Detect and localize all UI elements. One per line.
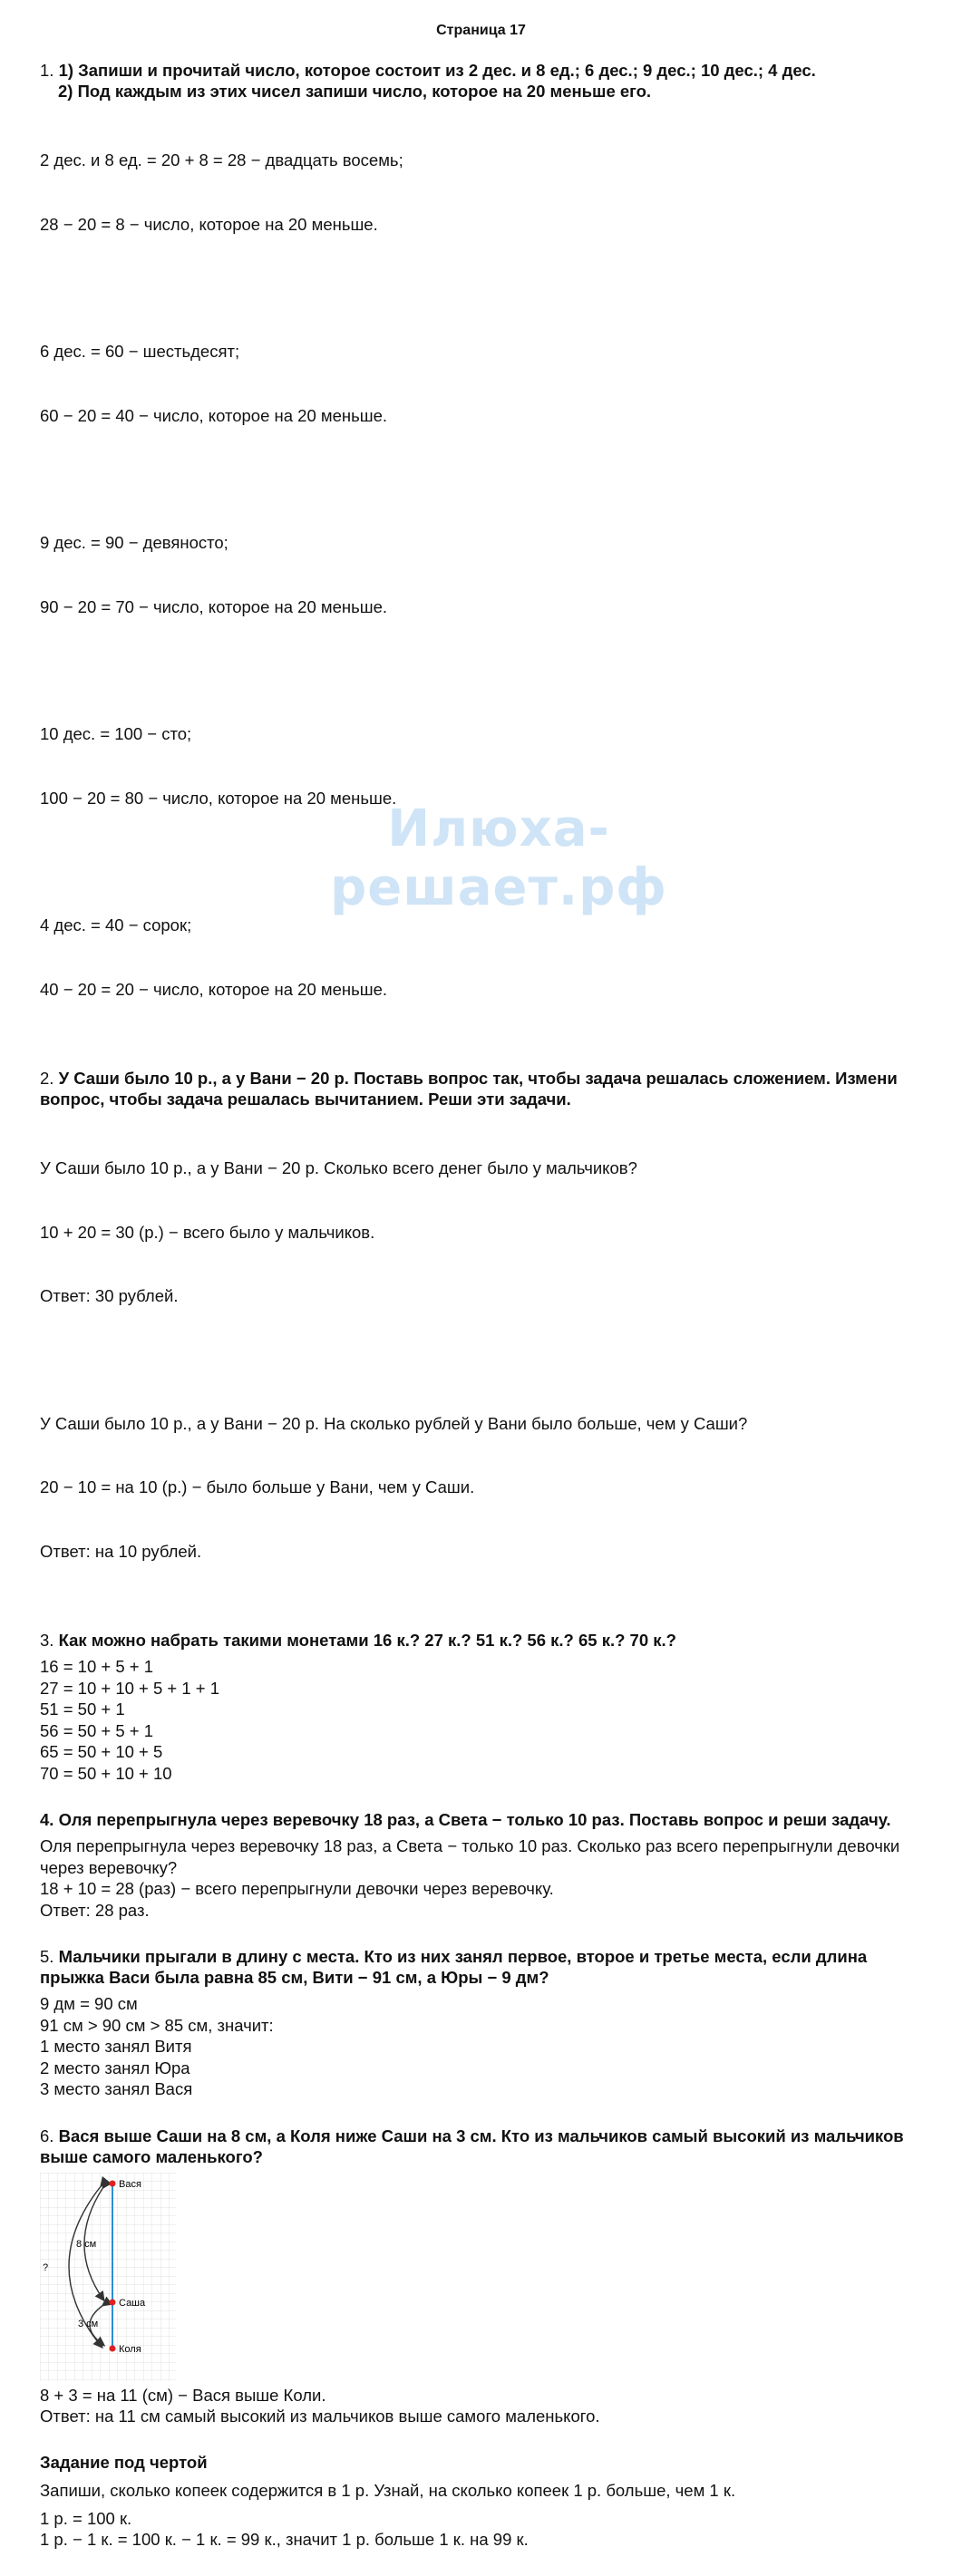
answer-line: 91 см > 90 см > 85 см, значит: [40, 2015, 274, 2035]
task-6 [40, 2126, 928, 2427]
answer-line: 28 − 20 = 8 − число, которое на 20 меньше. [40, 214, 378, 234]
label-arc-total: ? [43, 2261, 49, 2273]
answer-line: Ответ: 30 рублей. [40, 1286, 179, 1305]
task-number: 1. [40, 61, 54, 80]
task-number: 4. [40, 1810, 54, 1829]
answer-line: 1 место занял Витя [40, 2037, 192, 2056]
answer-line: 65 = 50 + 10 + 5 [40, 1742, 163, 1761]
answer-line: Ответ: 28 раз. [40, 1900, 150, 1920]
answer-line: 18 + 10 = 28 (раз) − всего перепрыгнули девочки через веревочку. [40, 1879, 554, 1898]
task-6-question [40, 2126, 928, 2167]
answer-line: 20 − 10 = на 10 (р.) − было больше у Вани, чем у Саши. [40, 1477, 475, 1496]
answer-line: 90 − 20 = 70 − число, которое на 20 меньше. [40, 596, 388, 616]
task-5-text: Мальчики прыгали в длину с места. Кто из них занял первое, второе и третье места, если длина прыжка Васи была равна 85 см, Вити − 91 см, а Юры − 9 дм? [40, 1947, 868, 1987]
task-number: 2. [40, 1069, 54, 1088]
task-3-text: Как можно набрать такими монетами 16 к.? 27 к.? 51 к.? 56 к.? 65 к.? 70 к.? [58, 1631, 676, 1650]
task-3-question [40, 1630, 928, 1651]
answer-group [40, 872, 928, 1042]
task-number: 3. [40, 1631, 54, 1650]
answer-line: 3 место занял Вася [40, 2079, 193, 2098]
point-middle [110, 2299, 116, 2305]
content [40, 60, 928, 2576]
grid-background [40, 2173, 176, 2381]
answer-line: Оля перепрыгнула через веревочку 18 раз, а Света − только 10 раз. Сколько раз всего перепрыгнули девочки через веревочку? [40, 1836, 905, 1877]
page-title: Страница 17 [436, 23, 526, 38]
answer-group [40, 489, 928, 660]
task-4-text: Оля перепрыгнула через веревочку 18 раз, а Света − только 10 раз. Поставь вопрос и реши задачу. [58, 1810, 891, 1829]
answer-line: 60 − 20 = 40 − число, которое на 20 меньше. [40, 405, 388, 425]
height-diagram [40, 2173, 176, 2381]
task-5 [40, 1946, 928, 2100]
task-6-text: Вася выше Саши на 8 см, а Коля ниже Саши на 3 см. Кто из мальчиков самый высокий из мальчиков выше самого маленького? [40, 2126, 904, 2166]
answer-line: 70 = 50 + 10 + 10 [40, 1763, 172, 1783]
answer-line: 100 − 20 = 80 − число, которое на 20 меньше. [40, 788, 397, 808]
task-number: 6. [40, 2126, 54, 2145]
label-arc-lower: 3 см [78, 2318, 99, 2329]
task-4 [40, 1809, 928, 1921]
under-line-title: Задание под чертой [40, 2452, 208, 2472]
answer-line: 6 дес. = 60 − шестьдесят; [40, 342, 240, 361]
under-line-question: Запиши, сколько копеек содержится в 1 р. Узнай, на сколько копеек 1 р. больше, чем 1 к. [40, 2480, 736, 2500]
answer-group [40, 681, 928, 851]
height-diagram-svg [40, 2173, 176, 2381]
task-5-question [40, 1946, 928, 1988]
answer-group [40, 1370, 928, 1605]
watermark: Илюха-решает.рф [330, 799, 667, 917]
answer-group [40, 107, 928, 277]
under-line-task [40, 2453, 928, 2551]
answer-group [40, 1115, 928, 1350]
answer-line: 10 + 20 = 30 (р.) − всего было у мальчиков. [40, 1222, 375, 1242]
task-number: 5. [40, 1947, 54, 1966]
task-1 [40, 60, 928, 1042]
answer-line: 9 дм = 90 см [40, 1994, 138, 2013]
answer-line: Ответ: на 10 рублей. [40, 1541, 202, 1561]
task-2 [40, 1068, 928, 1604]
label-top: Вася [119, 2178, 141, 2190]
task-3 [40, 1630, 928, 1784]
answer-group [40, 298, 928, 469]
label-bottom: Коля [119, 2343, 141, 2355]
answer-line: 10 дес. = 100 − сто; [40, 724, 192, 743]
task-1-part-1: 1) Запиши и прочитай число, которое состоит из 2 дес. и 8 ед.; 6 дес.; 9 дес.; 10 дес.; 4 дес. [58, 61, 816, 80]
task-2-text: У Саши было 10 р., а у Вани − 20 р. Поставь вопрос так, чтобы задача решалась сложением. Измени вопрос, чтобы задача решалась вычитанием. Реши эти задачи. [40, 1069, 898, 1109]
answer-line: 1 р. − 1 к. = 100 к. − 1 к. = 99 к., значит 1 р. больше 1 к. на 99 к. [40, 2530, 529, 2549]
answer-line: 56 = 50 + 5 + 1 [40, 1720, 153, 1740]
task-1-question [40, 60, 928, 102]
answer-line: 8 + 3 = на 11 (см) − Вася выше Коли. [40, 2385, 326, 2405]
label-arc-upper: 8 см [76, 2238, 97, 2250]
answer-line: 1 р. = 100 к. [40, 2508, 132, 2528]
answer-line: 4 дес. = 40 − сорок; [40, 915, 192, 935]
answer-line: 40 − 20 = 20 − число, которое на 20 меньше. [40, 979, 388, 999]
task-2-question [40, 1068, 928, 1109]
answer-line: 9 дес. = 90 − девяносто; [40, 533, 228, 552]
answer-line: 27 = 10 + 10 + 5 + 1 + 1 [40, 1678, 220, 1698]
label-middle: Саша [119, 2297, 146, 2309]
answer-line: 2 дес. и 8 ед. = 20 + 8 = 28 − двадцать восемь; [40, 150, 403, 169]
answer-line: У Саши было 10 р., а у Вани − 20 р. На сколько рублей у Вани было больше, чем у Саши? [40, 1413, 748, 1433]
point-bottom [110, 2345, 116, 2351]
answer-line: 51 = 50 + 1 [40, 1700, 125, 1719]
task-1-part-2: 2) Под каждым из этих чисел запиши число, которое на 20 меньше его. [58, 82, 652, 101]
point-top [110, 2180, 116, 2186]
task-4-question [40, 1809, 928, 1830]
answer-line: У Саши было 10 р., а у Вани − 20 р. Сколько всего денег было у мальчиков? [40, 1158, 637, 1177]
answer-line: 2 место занял Юра [40, 2058, 190, 2077]
answer-line: 16 = 10 + 5 + 1 [40, 1657, 153, 1676]
answer-line: Ответ: на 11 см самый высокий из мальчиков выше самого маленького. [40, 2407, 600, 2426]
